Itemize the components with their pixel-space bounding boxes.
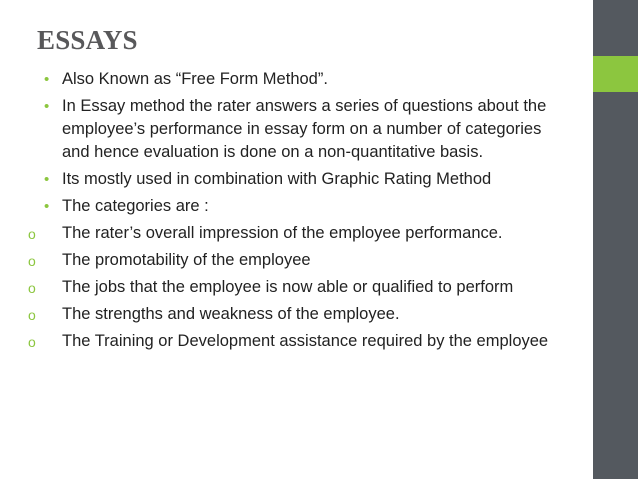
sub-item xyxy=(28,303,573,326)
bullet-item xyxy=(43,68,573,91)
sub-item-text: The rater’s overall impression of the employee performance. xyxy=(62,224,503,242)
bullet-marker: • xyxy=(44,171,50,188)
bullet-item xyxy=(43,95,573,164)
bullet-marker: • xyxy=(44,198,50,215)
sub-item xyxy=(28,249,573,272)
sub-item-text: The strengths and weakness of the employee. xyxy=(62,305,400,323)
circle-marker: o xyxy=(28,334,36,350)
circle-marker: o xyxy=(28,307,36,323)
sub-item xyxy=(28,330,573,353)
sub-item-text: The Training or Development assistance required by the employee xyxy=(62,332,549,350)
sub-item-text: The jobs that the employee is now able or qualified to perform xyxy=(62,278,514,296)
slide-title: ESSAYS xyxy=(37,25,138,55)
sub-item xyxy=(28,222,573,245)
slide-body xyxy=(28,68,573,357)
bullet-item xyxy=(43,168,573,191)
sub-item-text: The promotability of the employee xyxy=(62,251,311,269)
bullet-text: Its mostly used in combination with Graphic Rating Method xyxy=(62,170,492,188)
bullet-marker: • xyxy=(44,71,50,88)
circle-marker: o xyxy=(28,253,36,269)
bullet-text: Also Known as “Free Form Method”. xyxy=(62,70,328,88)
circle-marker: o xyxy=(28,226,36,242)
bullet-text: The categories are : xyxy=(62,197,209,215)
sidebar-accent-block xyxy=(593,56,638,92)
bullet-marker: • xyxy=(44,98,50,115)
bullet-text: In Essay method the rater answers a series of questions about the employee’s performance in essay form on a number of categories and hence evaluation is done on a non-quantitative basis. xyxy=(62,97,547,161)
sub-item xyxy=(28,276,573,299)
bullet-item xyxy=(43,195,573,218)
circle-marker: o xyxy=(28,280,36,296)
